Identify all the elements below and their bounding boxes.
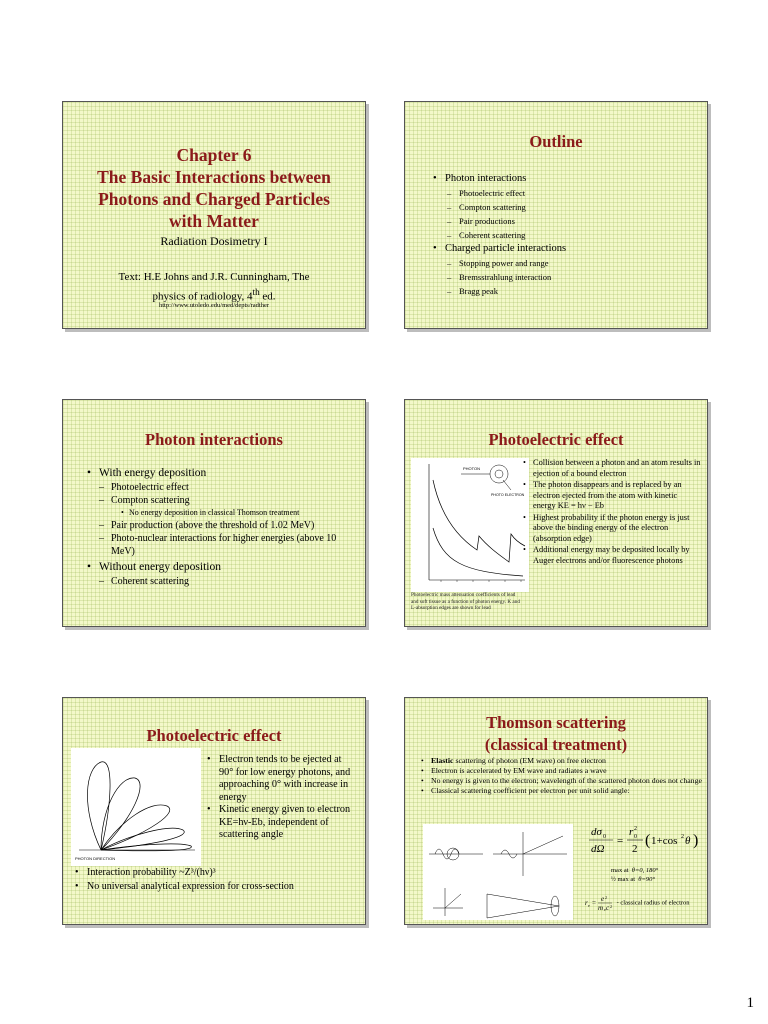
scattering-diagrams-figure [423,824,573,920]
photon-direction-label: PHOTON DIRECTION [75,856,116,861]
list-item: • Interaction probability ~Z³/(hν)³ [75,866,359,880]
slide-title: Photoelectric effect [488,430,624,449]
svg-text:=: = [617,835,624,847]
list-item: • Electron is accelerated by EM wave and radiates a wave [421,766,703,776]
list-item: – Compton scattering [99,494,357,507]
list-item: – Compton scattering [447,200,693,214]
svg-text:c: c [606,904,610,912]
svg-text:): ) [693,832,699,849]
list-item: – Bragg peak [447,284,693,298]
svg-text:0: 0 [634,834,637,840]
svg-text:r: r [629,826,634,838]
svg-text:2: 2 [610,904,612,909]
svg-text:2: 2 [632,843,638,855]
thomson-list [421,756,703,796]
electron-label: PHOTO ELECTRON [491,493,525,497]
list-item: • Photon interactions [433,172,693,186]
svg-text:e: e [604,907,606,912]
list-item: – Pair production (above the threshold of 1.02 MeV) [99,519,357,532]
svg-text:2: 2 [634,826,637,832]
textbook-reference: Text: H.E Johns and J.R. Cunningham, The physics of radiology, 4th ed. [118,271,310,303]
outline-list [433,172,693,298]
svg-text:=: = [592,899,596,907]
svg-text:0: 0 [603,834,606,840]
list-item: – Stopping power and range [447,256,693,270]
slide-title: Photon interactions [145,430,283,449]
list-item: • Without energy deposition [87,560,357,575]
electron-radius-note: r e = e 2 m e c 2 - classical radius of electron [585,895,690,912]
electron-radius-equation [585,894,615,912]
list-item: • Charged particle interactions [433,242,693,256]
page-number: 1 [746,995,754,1011]
svg-text:m: m [598,904,604,912]
angular-distribution-figure [71,748,201,866]
thomson-formula [585,822,703,922]
slide-title [62,101,366,329]
list-item: • Elastic scattering of photon (EM wave) on free electron [421,756,703,766]
svg-text:2: 2 [681,834,684,840]
list-item: • The photon disappears and is replaced by an electron ejected from the atom with kinetic energy KE = hν − Eb [523,480,701,512]
slide-photoelectric-2 [62,697,366,925]
course-url[interactable]: http://www.utoledo.edu/med/depts/radther [158,302,270,309]
figure-caption: Photoelectric mass attenuation coefficients of lead and soft tissue as a function of photon energy. K and L-absorption edges are shown for lead [411,592,520,611]
list-item: – Photoelectric effect [447,186,693,200]
photon-label: PHOTON [463,466,481,471]
probability-list [75,866,359,894]
svg-text:e: e [601,895,605,903]
svg-text:e: e [588,903,590,908]
list-item: • Additional energy may be deposited locally by Auger electrons and/or fluorescence photons [523,545,701,566]
svg-text:1+cos: 1+cos [651,835,678,847]
list-item: – Coherent scattering [447,228,693,242]
interaction-list [87,466,357,588]
list-item: – Photoelectric effect [99,481,357,494]
photoelectric-list [523,458,701,567]
svg-text:θ: θ [685,835,691,847]
slide-thomson-scattering [404,697,708,925]
svg-text:2: 2 [605,895,607,900]
max-notes: max at θ=0, 180° ½ max at θ=90° [611,867,659,883]
svg-text:r: r [585,899,588,907]
list-item: • No universal analytical expression for cross-section [75,880,359,894]
cross-section-equation [589,822,701,858]
svg-text:dΩ: dΩ [591,843,605,855]
svg-text:(: ( [645,832,651,849]
list-item: • Classical scattering coefficient per electron per unit solid angle: [421,786,703,796]
list-item: – Pair productions [447,214,693,228]
slide-title: Outline [529,132,583,151]
list-item: • Electron tends to be ejected at 90° for low energy photons, and approaching 0° with increase in energy [207,754,357,804]
svg-text:dσ: dσ [591,826,602,838]
slide-photoelectric-1 [404,399,708,627]
list-item: • No energy deposition in classical Thomson treatment [121,507,357,519]
electron-ejection-list [207,754,357,842]
list-item: • Kinetic energy given to electron KE=hν-Eb, independent of scattering angle [207,804,357,842]
list-item: • No energy is given to the electron; wavelength of the scattered photon does not change [421,776,703,786]
chapter-title: Chapter 6 The Basic Interactions between Photons and Charged Particles with Matter [97,145,331,231]
slide-title: Thomson scattering (classical treatment) [484,713,628,754]
attenuation-figure [411,458,529,592]
list-item: – Coherent scattering [99,575,357,588]
slide-outline [404,101,708,329]
slide-photon-interactions [62,399,366,627]
list-item: • With energy deposition [87,466,357,481]
list-item: – Photo-nuclear interactions for higher energies (above 10 MeV) [99,532,357,558]
list-item: • Highest probability if the photon energy is just above the binding energy of the electron (absorption edge) [523,513,701,545]
list-item: – Bremsstrahlung interaction [447,270,693,284]
slide-title: Photoelectric effect [146,726,282,745]
list-item: • Collision between a photon and an atom results in ejection of a bound electron [523,458,701,479]
course-subtitle: Radiation Dosimetry I [160,234,268,248]
